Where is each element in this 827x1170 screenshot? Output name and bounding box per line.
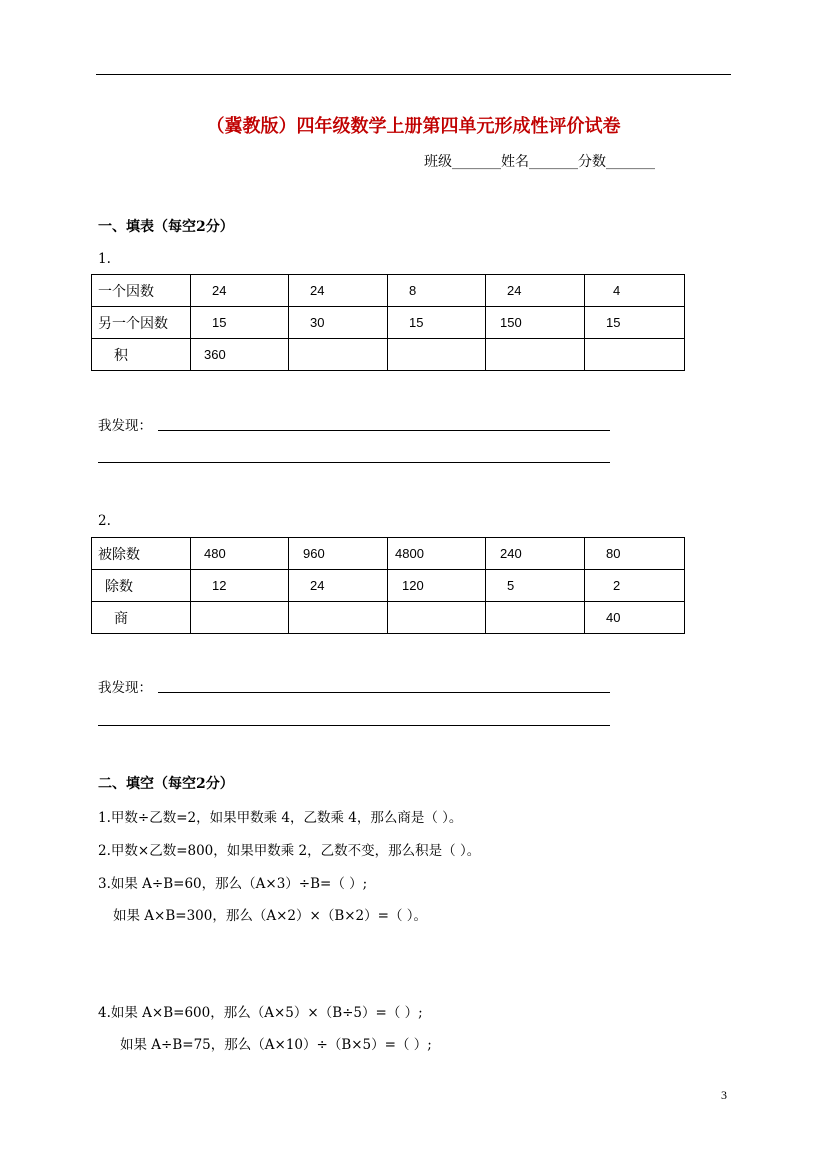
fill-item-4b: 如果 A÷B=75，那么（A×10）÷（B×5）=（ ）;: [120, 1037, 432, 1053]
page-title: （冀教版）四年级数学上册第四单元形成性评价试卷: [206, 116, 621, 137]
page-number: 3: [721, 1088, 727, 1102]
fill-item-1: 1.甲数÷乙数=2，如果甲数乘 4，乙数乘 4，那么商是（ ）。: [98, 810, 463, 826]
q2-cell[interactable]: 12: [191, 570, 289, 602]
q1-cell[interactable]: [388, 339, 486, 371]
q1-number: 1.: [98, 251, 111, 267]
q2-cell[interactable]: 40: [585, 602, 685, 634]
q2-discover-label: 我发现：: [98, 680, 152, 696]
fill-item-4a: 4.如果 A×B=600，那么（A×5）×（B÷5）=（ ）;: [98, 1005, 423, 1021]
q2-cell[interactable]: 5: [486, 570, 585, 602]
q2-cell[interactable]: 80: [585, 538, 685, 570]
student-info-line: 班级_______姓名_______分数_______: [424, 154, 655, 170]
fill-item-2: 2.甲数×乙数=800，如果甲数乘 2，乙数不变，那么积是（ ）。: [98, 843, 481, 859]
q1-cell[interactable]: 360: [191, 339, 289, 371]
table-row: [92, 339, 685, 371]
q2-cell[interactable]: 4800: [388, 538, 486, 570]
q1-cell[interactable]: 15: [585, 307, 685, 339]
fill-item-3a: 3.如果 A÷B=60，那么（A×3）÷B=（ ）;: [98, 876, 368, 892]
q2-cell[interactable]: 960: [289, 538, 388, 570]
q1-discover-label: 我发现：: [98, 418, 152, 434]
q1-cell[interactable]: 24: [191, 275, 289, 307]
q2-table: [91, 537, 685, 634]
q2-answer-line-1[interactable]: [158, 692, 610, 693]
q1-cell[interactable]: 30: [289, 307, 388, 339]
q2-cell[interactable]: 2: [585, 570, 685, 602]
fill-item-3b: 如果 A×B=300，那么（A×2）×（B×2）=（ ）。: [113, 908, 427, 924]
q2-row-label: 商: [92, 602, 191, 634]
q1-cell[interactable]: 150: [486, 307, 585, 339]
q1-cell[interactable]: 24: [486, 275, 585, 307]
q1-cell[interactable]: 15: [388, 307, 486, 339]
section2-heading: 二、填空（每空2分）: [98, 776, 234, 792]
table-row: [92, 275, 685, 307]
q2-answer-line-2[interactable]: [98, 725, 610, 726]
q2-cell[interactable]: [486, 602, 585, 634]
q2-cell[interactable]: [289, 602, 388, 634]
q1-row-label: 另一个因数: [92, 307, 191, 339]
q2-row-label: 除数: [92, 570, 191, 602]
table-row: [92, 538, 685, 570]
header-rule: [96, 74, 731, 75]
q2-number: 2.: [98, 513, 111, 529]
q1-cell[interactable]: 24: [289, 275, 388, 307]
q1-table: [91, 274, 685, 371]
q1-row-label: 积: [92, 339, 191, 371]
q2-cell[interactable]: [191, 602, 289, 634]
q2-row-label: 被除数: [92, 538, 191, 570]
q1-answer-line-1[interactable]: [158, 430, 610, 431]
section1-heading: 一、填表（每空2分）: [98, 219, 234, 235]
q1-cell[interactable]: [289, 339, 388, 371]
q1-answer-line-2[interactable]: [98, 462, 610, 463]
q1-cell[interactable]: [486, 339, 585, 371]
q1-cell[interactable]: [585, 339, 685, 371]
q2-cell[interactable]: 480: [191, 538, 289, 570]
q2-cell[interactable]: [388, 602, 486, 634]
table-row: [92, 570, 685, 602]
q1-cell[interactable]: 4: [585, 275, 685, 307]
q1-cell[interactable]: 15: [191, 307, 289, 339]
q1-row-label: 一个因数: [92, 275, 191, 307]
table-row: [92, 307, 685, 339]
q2-cell[interactable]: 240: [486, 538, 585, 570]
table-row: [92, 602, 685, 634]
q1-cell[interactable]: 8: [388, 275, 486, 307]
q2-cell[interactable]: 24: [289, 570, 388, 602]
q2-cell[interactable]: 120: [388, 570, 486, 602]
